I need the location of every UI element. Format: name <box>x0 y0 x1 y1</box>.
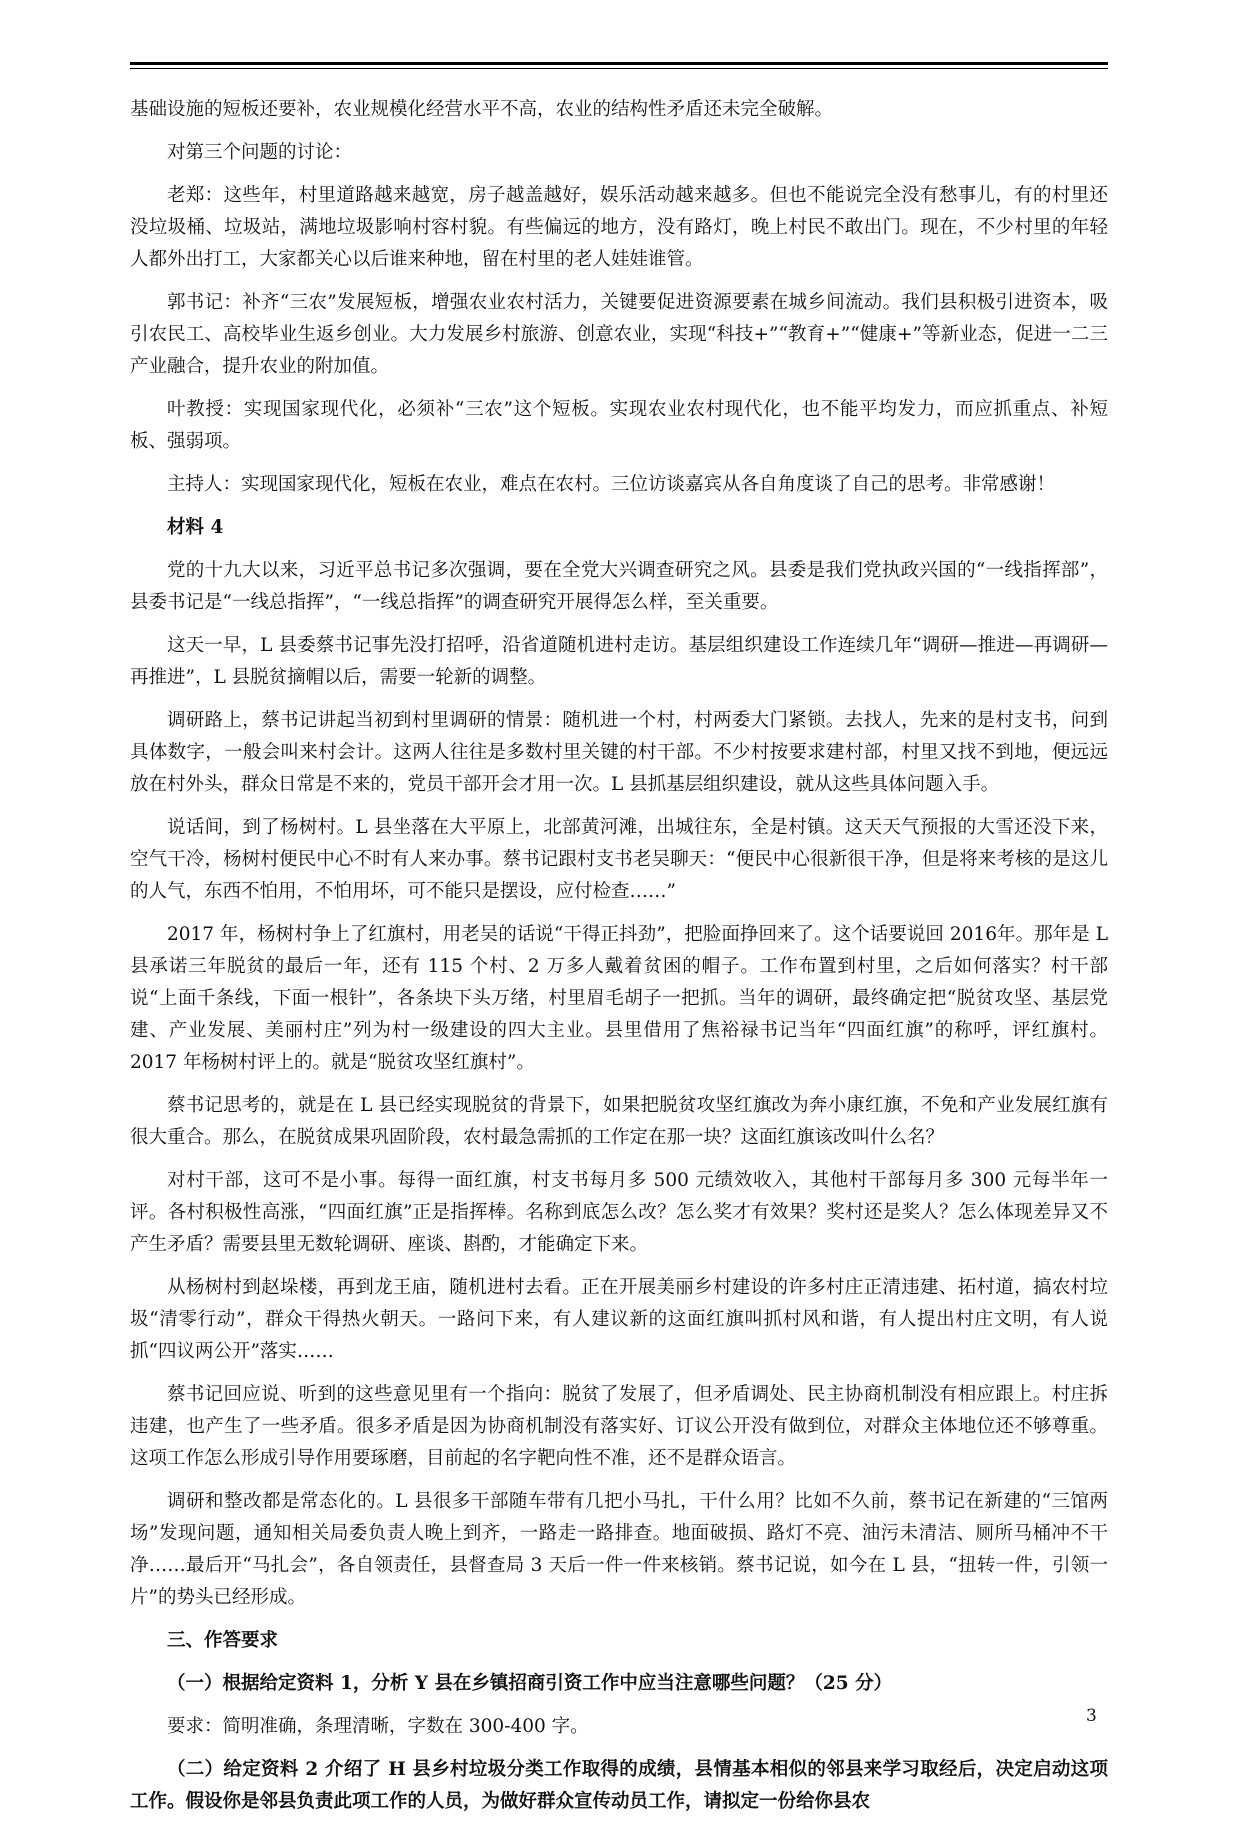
material-4-heading: 材料 4 <box>167 517 224 538</box>
section-3-heading: 三、作答要求 <box>167 1630 279 1651</box>
question-1-requirement: 要求：简明准确，条理清晰，字数在 300-400 字。 <box>167 1716 589 1737</box>
paragraph: 这天一早，L 县委蔡书记事先没打招呼，沿省道随机进村走访。基层组织建设工作连续几年“调研—推进—再调研—再推进”，L 县脱贫摘帽以后，需要一轮新的调整。 <box>130 635 1108 688</box>
question-2: （二）给定资料 2 介绍了 H 县乡村垃圾分类工作取得的成绩，县情基本相似的邻县来学习取经后，决定启动这项工作。假设你是邻县负责此项工作的人员，为做好群众宣传动员工作，请拟定一份给你县农 <box>130 1759 1108 1812</box>
document-body <box>130 94 1108 1829</box>
paragraph: 调研路上，蔡书记讲起当初到村里调研的情景：随机进一个村，村两委大门紧锁。去找人，先来的是村支书，问到具体数字，一般会叫来村会计。这两人往往是多数村里关键的村干部。不少村按要求建村部，村里又找不到地，便远远放在村外头，群众日常是不来的，党员干部开会才用一次。L 县抓基层组织建设，就从这些具体问题入手。 <box>130 710 1108 795</box>
paragraph: 2017 年，杨树村争上了红旗村，用老吴的话说“干得正抖劲”，把脸面挣回来了。这个话要说回 2016年。那年是 L 县承诺三年脱贫的最后一年，还有 115 个村、2 万多人戴着贫困的帽子。工作布置到村里，之后如何落实？村干部说“上面千条线，下面一根针”，各条块下头万绪，村里眉毛胡子一把抓。当年的调研，最终确定把“脱贫攻坚、基层党建、产业发展、美丽村庄”列为村一级建设的四大主业。县里借用了焦裕禄书记当年“四面红旗”的称呼，评红旗村。2017 年杨树村评上的。就是“脱贫攻坚红旗村”。 <box>130 924 1108 1073</box>
paragraph: 基础设施的短板还要补，农业规模化经营水平不高，农业的结构性矛盾还未完全破解。 <box>130 99 834 120</box>
page-number: 3 <box>1086 1706 1097 1726</box>
paragraph: 蔡书记思考的，就是在 L 县已经实现脱贫的背景下，如果把脱贫攻坚红旗改为奔小康红旗，不免和产业发展红旗有很大重合。那么，在脱贫成果巩固阶段，农村最急需抓的工作定在那一块？这面红旗该改叫什么名？ <box>130 1095 1108 1148</box>
paragraph: 调研和整改都是常态化的。L 县很多干部随车带有几把小马扎，干什么用？比如不久前，蔡书记在新建的“三馆两场”发现问题，通知相关局委负责人晚上到齐，一路走一路排查。地面破损、路灯不亮、油污未清洁、厕所马桶冲不干净……最后开“马扎会”，各自领责任，县督查局 3 天后一件一件来核销。蔡书记说，如今在 L 县，“扭转一件，引领一片”的势头已经形成。 <box>130 1491 1108 1608</box>
paragraph: 主持人：实现国家现代化，短板在农业，难点在农村。三位访谈嘉宾从各自角度谈了自己的思考。非常感谢！ <box>167 474 1056 495</box>
header-rule-thin <box>130 68 1108 69</box>
paragraph: 对村干部，这可不是小事。每得一面红旗，村支书每月多 500 元绩效收入，其他村干部每月多 300 元每半年一评。各村积极性高涨，“四面红旗”正是指挥棒。名称到底怎么改？怎么奖才有效果？奖村还是奖人？怎么体现差异又不产生矛盾？需要县里无数轮调研、座谈、斟酌，才能确定下来。 <box>130 1170 1108 1255</box>
paragraph: 从杨树村到赵垛楼，再到龙王庙，随机进村去看。正在开展美丽乡村建设的许多村庄正清违建、拓村道，搞农村垃圾“清零行动”，群众干得热火朝天。一路问下来，有人建议新的这面红旗叫抓村风和谐，有人提出村庄文明，有人说抓“四议两公开”落实…… <box>130 1277 1108 1362</box>
header-rule-thick <box>130 62 1108 65</box>
paragraph: 党的十九大以来，习近平总书记多次强调，要在全党大兴调查研究之风。县委是我们党执政兴国的“一线指挥部”，县委书记是“一线总指挥”，“一线总指挥”的调查研究开展得怎么样，至关重要。 <box>130 560 1108 613</box>
paragraph: 对第三个问题的讨论： <box>167 142 353 163</box>
paragraph: 叶教授：实现国家现代化，必须补“三农”这个短板。实现农业农村现代化，也不能平均发力，而应抓重点、补短板、强弱项。 <box>130 399 1108 452</box>
paragraph: 老郑：这些年，村里道路越来越宽，房子越盖越好，娱乐活动越来越多。但也不能说完全没有愁事儿，有的村里还没垃圾桶、垃圾站，满地垃圾影响村容村貌。有些偏远的地方，没有路灯，晚上村民不敢出门。现在，不少村里的年轻人都外出打工，大家都关心以后谁来种地，留在村里的老人娃娃谁管。 <box>130 185 1108 270</box>
paragraph: 郭书记：补齐“三农”发展短板，增强农业农村活力，关键要促进资源要素在城乡间流动。我们县积极引进资本，吸引农民工、高校毕业生返乡创业。大力发展乡村旅游、创意农业，实现“科技+”“教育+”“健康+”等新业态，促进一二三产业融合，提升农业的附加值。 <box>130 292 1108 377</box>
paragraph: 蔡书记回应说、听到的这些意见里有一个指向：脱贫了发展了，但矛盾调处、民主协商机制没有相应跟上。村庄拆违建，也产生了一些矛盾。很多矛盾是因为协商机制没有落实好、订议公开没有做到位，对群众主体地位还不够尊重。这项工作怎么形成引导作用要琢磨，目前起的名字靶向性不准，还不是群众语言。 <box>130 1384 1108 1469</box>
paragraph: 说话间，到了杨树村。L 县坐落在大平原上，北部黄河滩，出城往东，全是村镇。这天天气预报的大雪还没下来，空气干冷，杨树村便民中心不时有人来办事。蔡书记跟村支书老吴聊天：“便民中心很新很干净，但是将来考核的是这儿的人气，东西不怕用，不怕用坏，可不能只是摆设，应付检查……” <box>130 817 1108 902</box>
question-1: （一）根据给定资料 1，分析 Y 县在乡镇招商引资工作中应当注意哪些问题？（25 分） <box>167 1673 893 1694</box>
